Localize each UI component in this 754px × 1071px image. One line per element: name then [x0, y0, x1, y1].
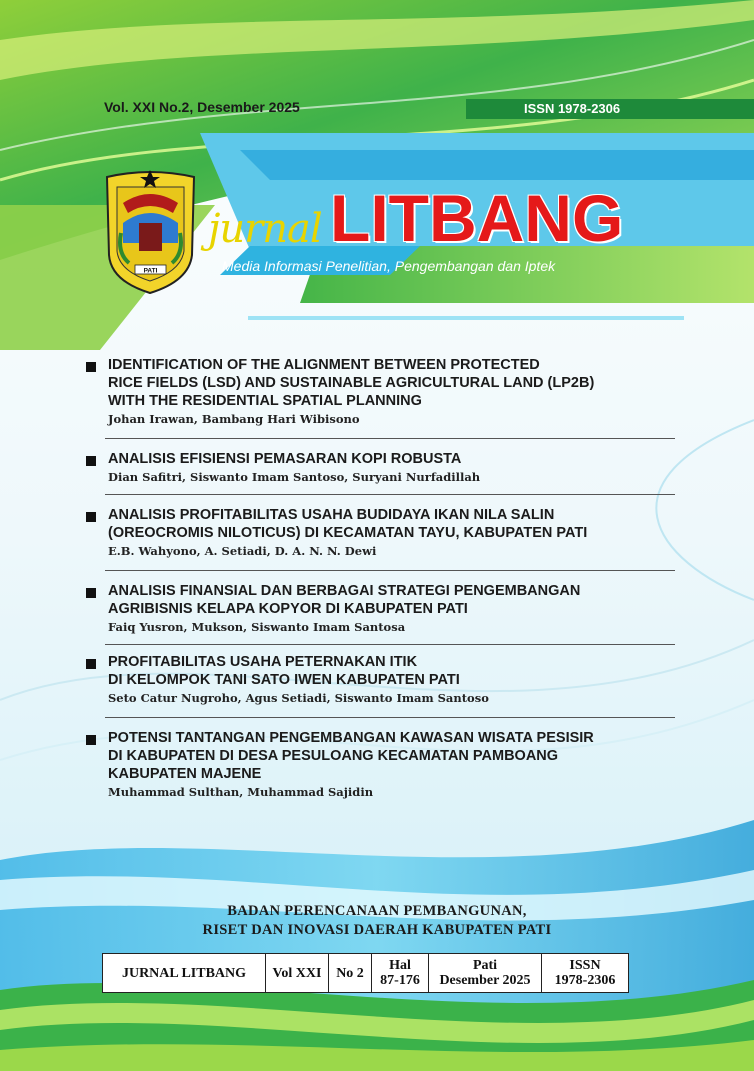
issn-banner: ISSN 1978-2306 — [466, 99, 754, 119]
article-authors: Seto Catur Nugroho, Agus Setiadi, Siswanto Imam Santoso — [108, 691, 489, 705]
article-title-line2: (OREOCROMIS NILOTICUS) DI KECAMATAN TAYU, KABUPATEN PATI — [108, 525, 588, 541]
article-authors: E.B. Wahyono, A. Setiadi, D. A. N. N. Dewi — [108, 544, 377, 558]
article-authors: Muhammad Sulthan, Muhammad Sajidin — [108, 785, 374, 799]
info-issn — [542, 954, 629, 993]
info-issn-value: 1978-2306 — [554, 973, 616, 988]
masthead-tagline: Media Informasi Penelitian, Pengembangan dan Iptek — [222, 258, 556, 274]
masthead-jurnal: jurnal — [208, 206, 322, 252]
article-title: ANALISIS EFISIENSI PEMASARAN KOPI ROBUSTA — [108, 451, 462, 467]
article-title-line2: DI KELOMPOK TANI SATO IWEN KABUPATEN PATI — [108, 672, 460, 688]
bullet-icon — [86, 588, 96, 598]
info-journal: JURNAL LITBANG — [103, 954, 266, 993]
article-title: ANALISIS FINANSIAL DAN BERBAGAI STRATEGI PENGEMBANGAN — [108, 583, 581, 599]
publisher-line-1: BADAN PERENCANAAN PEMBANGUNAN, — [227, 903, 527, 919]
article-title-line3: WITH THE RESIDENTIAL SPATIAL PLANNING — [108, 393, 422, 409]
article-6 — [86, 729, 686, 799]
journal-info-table — [102, 953, 629, 993]
info-date: Desember 2025 — [439, 973, 531, 988]
info-pages-value: 87-176 — [380, 973, 420, 988]
info-volume: Vol XXI — [266, 954, 329, 993]
article-title-line3: KABUPATEN MAJENE — [108, 766, 262, 782]
divider — [105, 494, 675, 495]
article-2 — [86, 450, 686, 484]
divider — [105, 570, 675, 571]
info-place-date — [429, 954, 542, 993]
article-authors: Dian Safitri, Siswanto Imam Santoso, Suryani Nurfadillah — [108, 470, 481, 484]
article-1 — [86, 356, 686, 426]
info-pages-label: Hal — [389, 958, 411, 973]
bullet-icon — [86, 735, 96, 745]
divider — [105, 717, 675, 718]
bullet-icon — [86, 512, 96, 522]
article-title-line2: AGRIBISNIS KELAPA KOPYOR DI KABUPATEN PATI — [108, 601, 468, 617]
article-4 — [86, 582, 686, 634]
divider — [105, 438, 675, 439]
emblem-label: PATI — [143, 267, 158, 275]
masthead-litbang: LITBANG — [330, 181, 624, 255]
article-5 — [86, 653, 686, 705]
divider — [105, 644, 675, 645]
publisher-block — [0, 902, 754, 940]
article-3 — [86, 506, 686, 558]
info-issn-label: ISSN — [569, 958, 601, 973]
volume-issue-label: Vol. XXI No.2, Desember 2025 — [104, 99, 300, 115]
article-title-line2: RICE FIELDS (LSD) AND SUSTAINABLE AGRICULTURAL LAND (LP2B) — [108, 375, 595, 391]
article-title: POTENSI TANTANGAN PENGEMBANGAN KAWASAN WISATA PESISIR — [108, 730, 594, 746]
bullet-icon — [86, 659, 96, 669]
info-number: No 2 — [329, 954, 372, 993]
bullet-icon — [86, 362, 96, 372]
article-authors: Johan Irawan, Bambang Hari Wibisono — [108, 412, 360, 426]
info-place: Pati — [472, 958, 498, 973]
bullet-icon — [86, 456, 96, 466]
pati-regency-emblem — [103, 163, 198, 295]
info-pages — [372, 954, 429, 993]
article-title-line2: DI KABUPATEN DI DESA PESULOANG KECAMATAN PAMBOANG — [108, 748, 559, 764]
article-authors: Faiq Yusron, Mukson, Siswanto Imam Santosa — [108, 620, 406, 634]
publisher-line-2: RISET DAN INOVASI DAERAH KABUPATEN PATI — [202, 922, 552, 938]
article-title: IDENTIFICATION OF THE ALIGNMENT BETWEEN PROTECTED — [108, 357, 540, 373]
article-title: PROFITABILITAS USAHA PETERNAKAN ITIK — [108, 654, 418, 670]
article-title: ANALISIS PROFITABILITAS USAHA BUDIDAYA IKAN NILA SALIN — [108, 507, 555, 523]
